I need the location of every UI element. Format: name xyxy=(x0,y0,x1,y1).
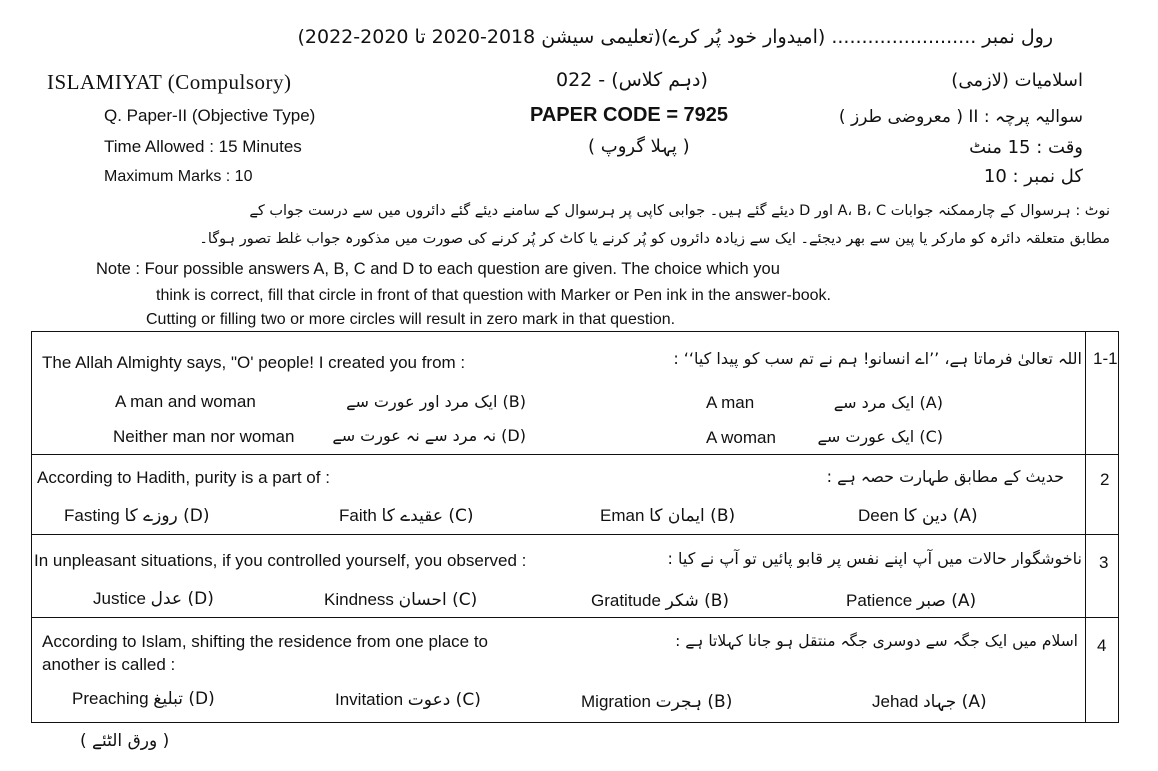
option-d-en: Fasting xyxy=(64,506,120,525)
option-d-ur: (D) نہ مرد سے نہ عورت سے xyxy=(332,426,526,445)
option-d-en: Neither man nor woman xyxy=(113,427,295,446)
question-text-en-line-2: another is called : xyxy=(42,655,176,674)
option-b-ur: (B) شکر xyxy=(665,591,730,611)
option-a-ur: (A) دین کا xyxy=(903,506,978,526)
option-c-en: Invitation xyxy=(335,690,404,709)
option-a-en: A man xyxy=(706,393,755,412)
option-d-en: Preaching xyxy=(72,689,149,708)
option-c xyxy=(335,690,481,710)
note-ur-line-1: نوٹ : ہرسوال کے چارممکنہ جوابات A، B، C اور D دیئے گئے ہیں۔ جوابی کاپی پر ہرسوال کے سامنے دیئے گئے دائروں میں سے درست جواب کے xyxy=(249,203,1110,219)
paper-type-en: Q. Paper-II (Objective Type) xyxy=(104,106,316,125)
note-en-line-2: think is correct, fill that circle in front of that question with Marker or Pen ink in the answer-book. xyxy=(156,287,831,304)
option-b-ur: (B) ایمان کا xyxy=(649,506,736,526)
question-text-ur: اللہ تعالیٰ فرماتا ہے، ’’اے انسانو! ہم نے تم سب کو پیدا کیا‘‘ : xyxy=(673,349,1082,368)
class-code: (دہم کلاس) - 022 xyxy=(556,69,708,91)
option-d xyxy=(72,689,215,709)
maximum-marks-ur: کل نمبر : 10 xyxy=(983,166,1083,187)
row-divider xyxy=(32,617,1118,618)
option-a-ur: (A) جہاد xyxy=(923,692,987,712)
question-text-en-line-1: According to Islam, shifting the residence from one place to xyxy=(42,632,489,651)
option-c-ur: (C) عقیدے کا xyxy=(381,506,474,526)
subject-title-en: ISLAMIYAT (Compulsory) xyxy=(47,70,292,94)
option-a xyxy=(872,691,987,712)
option-a-en: Jehad xyxy=(872,692,919,711)
option-b-ur: (B) ہجرت xyxy=(655,692,733,712)
time-allowed-en: Time Allowed : 15 Minutes xyxy=(104,137,302,156)
option-d-ur: (D) عدل xyxy=(150,589,214,609)
urdu-roll-number-line: رول نمبر ........................ (امیدوار خود پُر کرے)(تعلیمی سیشن 2018-2020 تا 2020-2022) xyxy=(297,26,1053,48)
question-number: 4 xyxy=(1097,636,1107,655)
option-a-ur: (A) ایک مرد سے xyxy=(833,393,943,412)
option-c-ur: (C) احسان xyxy=(398,590,478,610)
option-d-ur: (D) تبلیغ xyxy=(153,689,215,709)
option-c xyxy=(339,505,474,526)
note-en-line-3: Cutting or filling two or more circles will result in zero mark in that question. xyxy=(146,311,676,328)
option-c-ur: (C) ایک عورت سے xyxy=(817,427,943,446)
number-column-divider xyxy=(1085,332,1086,722)
question-text-ur: اسلام میں ایک جگہ سے دوسری جگہ منتقل ہو جانا کہلاتا ہے : xyxy=(675,632,1078,650)
option-c-ur: (C) دعوت xyxy=(407,690,481,710)
option-b-en: Eman xyxy=(600,506,645,525)
question-text-en: The Allah Almighty says, "O' people! I created you from : xyxy=(42,353,466,372)
note-en-line-1: Note : Four possible answers A, B, C and D to each question are given. The choice which you xyxy=(96,260,780,278)
maximum-marks-en: Maximum Marks : 10 xyxy=(104,168,253,185)
question-text-ur: حدیث کے مطابق طہارت حصہ ہے : xyxy=(826,467,1064,486)
question-number: 1-1 xyxy=(1093,349,1118,368)
paper-type-ur: سوالیہ پرچہ : II ( معروضی طرز ) xyxy=(838,107,1083,127)
paper-code: PAPER CODE = 7925 xyxy=(530,104,729,126)
question-number: 2 xyxy=(1100,470,1110,489)
option-d-ur: (D) روزے کا xyxy=(124,506,210,526)
row-divider xyxy=(32,454,1118,455)
option-b xyxy=(591,591,729,611)
option-c-en: Kindness xyxy=(324,590,394,609)
group-label: ( پہلا گروپ ) xyxy=(588,136,690,157)
row-divider xyxy=(32,534,1118,535)
question-number: 3 xyxy=(1099,553,1109,572)
question-text-en: In unpleasant situations, if you controlled yourself, you observed : xyxy=(34,551,527,570)
option-b xyxy=(600,506,735,526)
subject-title-ur: اسلامیات (لازمی) xyxy=(951,70,1083,91)
turn-over-note: ( ورق الٹئے ) xyxy=(80,731,170,751)
option-b-en: Gratitude xyxy=(591,591,661,610)
option-d xyxy=(93,589,214,609)
question-text-en: According to Hadith, purity is a part of : xyxy=(37,468,330,487)
option-d-en: Justice xyxy=(93,589,146,608)
option-a xyxy=(858,506,978,526)
option-c-en: Faith xyxy=(339,506,377,525)
option-b-en: A man and woman xyxy=(115,392,256,411)
option-c xyxy=(324,590,477,610)
note-ur-line-2: مطابق متعلقہ دائرہ کو مارکر یا پین سے بھر دیجئے۔ ایک سے زیادہ دائروں کو پُر کرنے یا کاٹ کر پُر کرنے کی صورت میں مذکورہ جواب غلط تصور ہوگا۔ xyxy=(199,231,1110,247)
time-allowed-ur: وقت : 15 منٹ xyxy=(969,137,1083,158)
option-c-en: A woman xyxy=(706,428,776,447)
questions-table xyxy=(31,331,1119,723)
option-b-ur: (B) ایک مرد اور عورت سے xyxy=(346,392,526,411)
option-a-en: Deen xyxy=(858,506,899,525)
option-a xyxy=(846,591,976,611)
option-b-en: Migration xyxy=(581,692,651,711)
option-b xyxy=(581,691,732,712)
option-a-ur: (A) صبر xyxy=(916,591,977,611)
question-text-ur: ناخوشگوار حالات میں آپ اپنے نفس پر قابو پائیں تو آپ نے کیا : xyxy=(667,549,1082,568)
option-a-en: Patience xyxy=(846,591,913,610)
option-d xyxy=(64,505,210,526)
